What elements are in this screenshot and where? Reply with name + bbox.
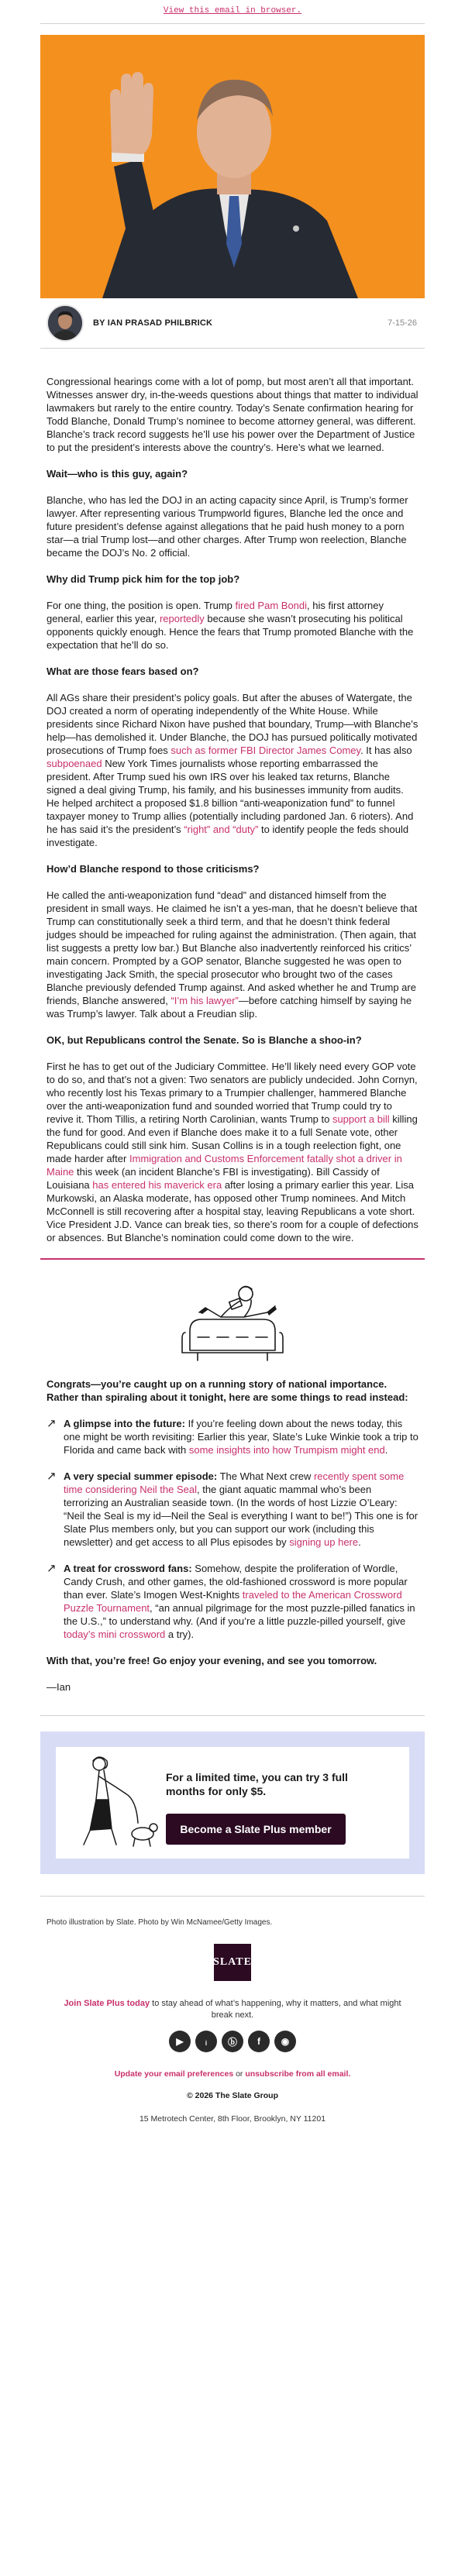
section-divider (40, 1258, 425, 1260)
whatsapp-icon[interactable]: ◉ (274, 2031, 296, 2052)
dog-walker-illustration (68, 1753, 161, 1854)
inline-link[interactable]: recently spent some time considering Neil the Seal (64, 1470, 405, 1495)
recommendation-item: ↗ A glimpse into the future: If you’re feeling down about the news today, this one might be worth revisiting: Earlier this year, Slate’s Luke Winkie took a trip to Florida and came back with some insights into how Trumpism might end. (46, 1417, 418, 1456)
arrow-up-right-icon: ↗ (46, 1417, 57, 1430)
inline-link[interactable]: traveled to the American Crossword Puzzle Tournament (64, 1589, 402, 1614)
section-heading: Why did Trump pick him for the top job? (46, 573, 240, 585)
signoff: —Ian (46, 1681, 71, 1693)
divider (40, 1715, 425, 1716)
inline-link[interactable]: today’s mini crossword (64, 1628, 166, 1640)
inline-link[interactable]: support a bill (332, 1113, 390, 1125)
inline-link[interactable]: subpoenaed (46, 758, 102, 769)
facebook-icon[interactable]: f (248, 2031, 270, 2052)
outro-lead: Congrats—you’re caught up on a running story of national importance. Rather than spiraling about it tonight, here are some things to read instead: (46, 1378, 408, 1403)
inline-link[interactable]: has entered his maverick era (92, 1179, 222, 1191)
inline-link[interactable]: reportedly (159, 613, 205, 624)
paragraph: First he has to get out of the Judiciary Committee. He’ll likely need every GOP vote to do so, and that’s not a given: Two senators are publicly undecided. John Cornyn, who recently lost his Texas primary to a Trumpier challenger, hammered Blanche over the anti-weaponization fund and sounded worried that Trump could try to revive it. Thom Tillis, a retiring North Carolinian, wants Trump to support a bill killing the fund for good. And even if Blanche does make it to a full Senate vote, other Republicans could still sink him. Susan Collins is in a tough reelection fight, one made harder after Immigration and Customs Enforcement fatally shot a driver in Maine this week (an incident Blanche’s FBI is investigating). Bill Cassidy of Louisiana has entered his maverick era after losing a primary earlier this year. Lisa Murkowski, an Alaska moderate, has opposed other Trump nominees. And Mitch McConnell is still recovering after a hospital stay, leaving Republicans a vote short. Vice President J.D. Vance can break ties, so there’s room for a couple of defections or absences. But Blanche’s nomination could come down to the wire. (46, 1061, 418, 1243)
hero-photo-illustration (40, 35, 425, 298)
divider (40, 1896, 425, 1897)
inline-link[interactable]: “I’m his lawyer” (170, 995, 239, 1006)
author-avatar (46, 304, 84, 342)
arrow-up-right-icon: ↗ (46, 1470, 57, 1483)
couch-reader-illustration (174, 1277, 291, 1370)
section-heading: How’d Blanche respond to those criticisms? (46, 863, 260, 875)
join-slate-plus-text: Join Slate Plus today to stay ahead of what’s happening, why it matters, and what might break next. (64, 1999, 401, 2020)
social-links (0, 2031, 465, 2052)
email-preferences: Update your email preferences or unsubscribe from all email. (114, 2069, 351, 2079)
author-name: BY IAN PRASAD PHILBRICK (93, 318, 213, 328)
promo-text: For a limited time, you can try 3 full months for only $5. (166, 1771, 348, 1797)
paragraph: All AGs share their president’s policy goals. But after the abuses of Watergate, the DOJ created a norm of operating independently of the White House. While presidents since Richard Nixon have pushed that boundary, Trump—with Blanche’s help—has demolished it. Under Blanche, the DOJ has pursued politically motivated prosecutions of Trump foes such as former FBI Director James Comey. It has also subpoenaed New York Times journalists whose reporting embarrassed the president. After Trump sued his own IRS over his leaked tax returns, Blanche signed a deal giving Trump, his family, and his businesses immunity from audits. He helped architect a proposed $1.8 billion “anti-weaponization fund” to funnel taxpayer money to Trump allies (potentially including pardoned Jan. 6 rioters). And he has said it’s the president’s “right” and “duty” to identify people the feds should investigate. (46, 692, 418, 848)
unsubscribe-link[interactable]: unsubscribe from all email. (245, 2069, 351, 2079)
inline-link[interactable]: “right” and “duty” (184, 824, 259, 835)
inline-link[interactable]: some insights into how Trumpism might end (186, 1444, 385, 1456)
mailing-address: 15 Metrotech Center, 8th Floor, Brooklyn, NY 11201 (139, 2114, 326, 2124)
slate-plus-promo (40, 1732, 425, 1874)
inline-link[interactable]: Immigration and Customs Enforcement fatally shot a driver in Maine (46, 1153, 402, 1178)
copyright: © 2026 The Slate Group (186, 2091, 279, 2100)
divider (40, 348, 425, 349)
bluesky-icon[interactable]: ⓑ (222, 2031, 243, 2052)
paragraph: For one thing, the position is open. Trump fired Pam Bondi, his first attorney general, earlier this year, reportedly because she wasn’t prosecuting his political opponents quickly enough. Hence the fears that Trump promoted Blanche with the expectation that he’ll do so. (46, 600, 414, 651)
view-in-browser-link[interactable]: View this email in browser. (163, 6, 302, 15)
photo-credit: Photo illustration by Slate. Photo by Win McNamee/Getty Images. (46, 1918, 273, 1927)
closing-line: With that, you’re free! Go enjoy your evening, and see you tomorrow. (46, 1655, 377, 1666)
recommendation-item: ↗ A very special summer episode: The What Next crew recently spent some time considering Neil the Seal, the giant aquatic mammal who’s been terrorizing an Australian seaside town. (In the words of host Lizzie O’Leary: “Neil the Seal is my id—Neil the Seal is everything I want to be!”) This one is for Slate Plus members only, but you can support our work (including this newsletter) and get access to all Plus episodes by signing up here. (46, 1470, 418, 1548)
article-body (46, 375, 418, 1244)
byline (40, 298, 425, 348)
publish-date: 7-15-26 (388, 318, 417, 328)
arrow-up-right-icon: ↗ (46, 1562, 57, 1575)
recommendation-item: ↗ A treat for crossword fans: Somehow, despite the proliferation of Wordle, Candy Crush, and other games, the old-fashioned crossword is more popular than ever. Slate’s Imogen West-Knights traveled to the American Crossword Puzzle Tournament, “an annual pilgrimage for the most puzzle-pilled fanatics in the U.S.,” to understand why. (And if you’re a little puzzle-pilled yourself, give today’s mini crossword a try). (46, 1562, 415, 1640)
divider (40, 23, 425, 24)
slate-logo[interactable]: SLATE (214, 1944, 251, 1981)
section-heading: OK, but Republicans control the Senate. So is Blanche a shoo-in? (46, 1034, 362, 1046)
update-preferences-link[interactable]: Update your email preferences (114, 2069, 234, 2079)
intro-paragraph: Congressional hearings come with a lot of pomp, but most aren’t all that important. Witnesses answer dry, in-the-weeds questions about things that matter to individual lawmakers but rarely to the entire country. Today’s Senate confirmation hearing for Todd Blanche, Donald Trump’s nominee to become attorney general, was different. Blanche’s track record suggests he’ll use his power over the Department of Justice to put the president’s interests above the country’s. Here’s what we learned. (46, 376, 418, 453)
outro-section (46, 1377, 418, 1694)
section-heading: What are those fears based on? (46, 665, 199, 677)
become-slate-plus-member-button[interactable]: Become a Slate Plus member (166, 1814, 346, 1845)
inline-link[interactable]: such as former FBI Director James Comey (170, 745, 361, 756)
hero-image (40, 35, 425, 298)
instagram-icon[interactable]: ᵢ (195, 2031, 217, 2052)
inline-link[interactable]: fired Pam Bondi (235, 600, 308, 611)
inline-link[interactable]: signing up here (289, 1536, 359, 1548)
paragraph: He called the anti-weaponization fund “dead” and distanced himself from the president in small ways. He claimed he isn’t a yes-man, that he doesn’t believe that Trump can constitutionally seek a third term, and that he doesn’t think federal judges should be impeached for ruling against the administration. (Then again, that list suggests a pretty low bar.) But Blanche also inadvertently reinforced his critics’ main concern. Prompted by a GOP senator, Blanche suggested he was open to investigating Jack Smith, the special prosecutor who brought two of the cases Blanche previously defended Trump against. And asked whether he and Trump are friends, Blanche answered, “I’m his lawyer”—before catching himself by saying he was Trump’s lawyer. Talk about a Freudian slip. (46, 889, 418, 1020)
paragraph: Blanche, who has led the DOJ in an acting capacity since April, is Trump’s former lawyer. After representing various Trumpworld figures, Blanche led the once and future president’s defense against allegations that he paid hush money to a porn star—a trial Trump lost—and other charges. After Trump won reelection, Blanche became the DOJ’s No. 2 official. (46, 494, 408, 559)
section-heading: Wait—who is this guy, again? (46, 468, 188, 480)
youtube-icon[interactable]: ▶ (169, 2031, 191, 2052)
join-slate-plus-link[interactable]: Join Slate Plus today (64, 1999, 150, 2008)
